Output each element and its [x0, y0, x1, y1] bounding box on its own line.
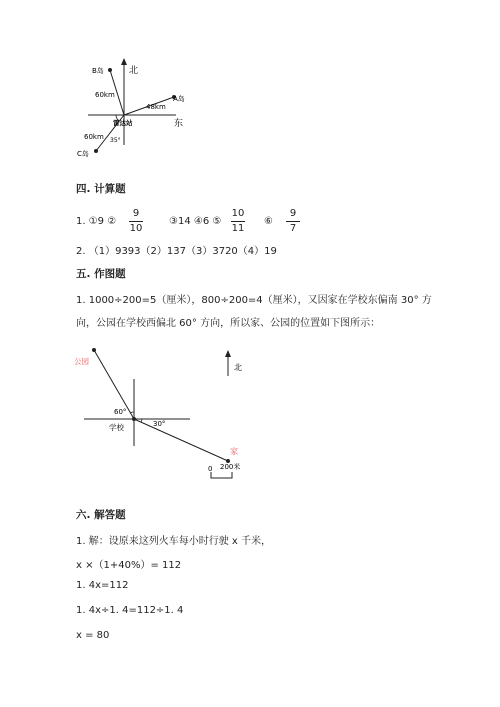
q2-line: 2. （1）9393（2）137（3）3720（4）19 — [76, 246, 277, 257]
school-dot — [132, 417, 136, 421]
section6-line-1: 1. 解：设原来这列火车每小时行驶 x 千米， — [76, 536, 271, 547]
section6-line-5: x = 80 — [76, 630, 110, 641]
north-label: 北 — [129, 66, 139, 76]
school-label: 学校 — [109, 423, 124, 432]
angle-60-label: 60° — [114, 408, 127, 416]
fraction-denominator: 7 — [289, 223, 297, 234]
line-to-home — [134, 419, 228, 461]
map-north-arrow-head — [225, 350, 231, 357]
fraction-denominator: 10 — [129, 223, 143, 234]
distance-c-label: 60km — [84, 133, 104, 141]
section6-line-4: 1. 4x÷1. 4=112÷1. 4 — [76, 605, 184, 616]
north-arrow — [121, 58, 127, 65]
island-a-label: A岛 — [173, 95, 185, 103]
q1-fraction-2 — [231, 208, 245, 235]
fraction-numerator: 10 — [231, 208, 245, 219]
map-north-label: 北 — [234, 363, 242, 372]
angle-label: 35° — [110, 137, 121, 144]
park-label: 公园 — [74, 357, 89, 366]
fraction-denominator: 11 — [231, 223, 245, 234]
q1-fraction-1 — [129, 208, 143, 235]
fraction-numerator: 9 — [132, 208, 140, 219]
q1-fraction-3 — [286, 208, 300, 235]
island-b-dot — [108, 68, 112, 72]
distance-a-label: 48km — [146, 103, 166, 111]
east-label: 东 — [174, 119, 184, 129]
section5-line-2: 向，公园在学校西偏北 60° 方向，所以家、公园的位置如下图所示： — [76, 318, 381, 329]
angle-30-label: 30° — [153, 420, 166, 428]
section6-line-2: x ×（1+40%）= 112 — [76, 560, 182, 571]
section6-line-3: 1. 4x=112 — [76, 580, 129, 591]
island-b-label: B岛 — [92, 67, 104, 75]
radar-diagram — [70, 55, 200, 165]
island-c-label: C岛 — [77, 150, 89, 158]
section4-title: 四. 计算题 — [76, 183, 126, 195]
distance-b-label: 60km — [95, 91, 115, 99]
scale-200-label: 200米 — [220, 463, 241, 471]
island-c-dot — [94, 149, 98, 153]
scale-zero-label: 0 — [208, 465, 213, 473]
section5-title: 五. 作图题 — [76, 268, 126, 280]
q1-prefix: 1. ①9 ② — [76, 216, 117, 227]
station-label: 雷达站 — [113, 119, 133, 127]
q1-middle: ③14 ④6 ⑤ — [169, 216, 222, 227]
home-label: 家 — [230, 447, 238, 456]
fraction-numerator: 9 — [289, 208, 297, 219]
park-dot — [92, 348, 96, 352]
q1-mark-6: ⑥ — [264, 216, 273, 227]
section6-title: 六. 解答题 — [76, 509, 126, 521]
location-map — [70, 340, 260, 485]
section5-line-1: 1. 1000÷200=5（厘米），800÷200=4（厘米），又因家在学校东偏南 30° 方 — [76, 295, 432, 306]
scale-bar — [211, 472, 232, 478]
